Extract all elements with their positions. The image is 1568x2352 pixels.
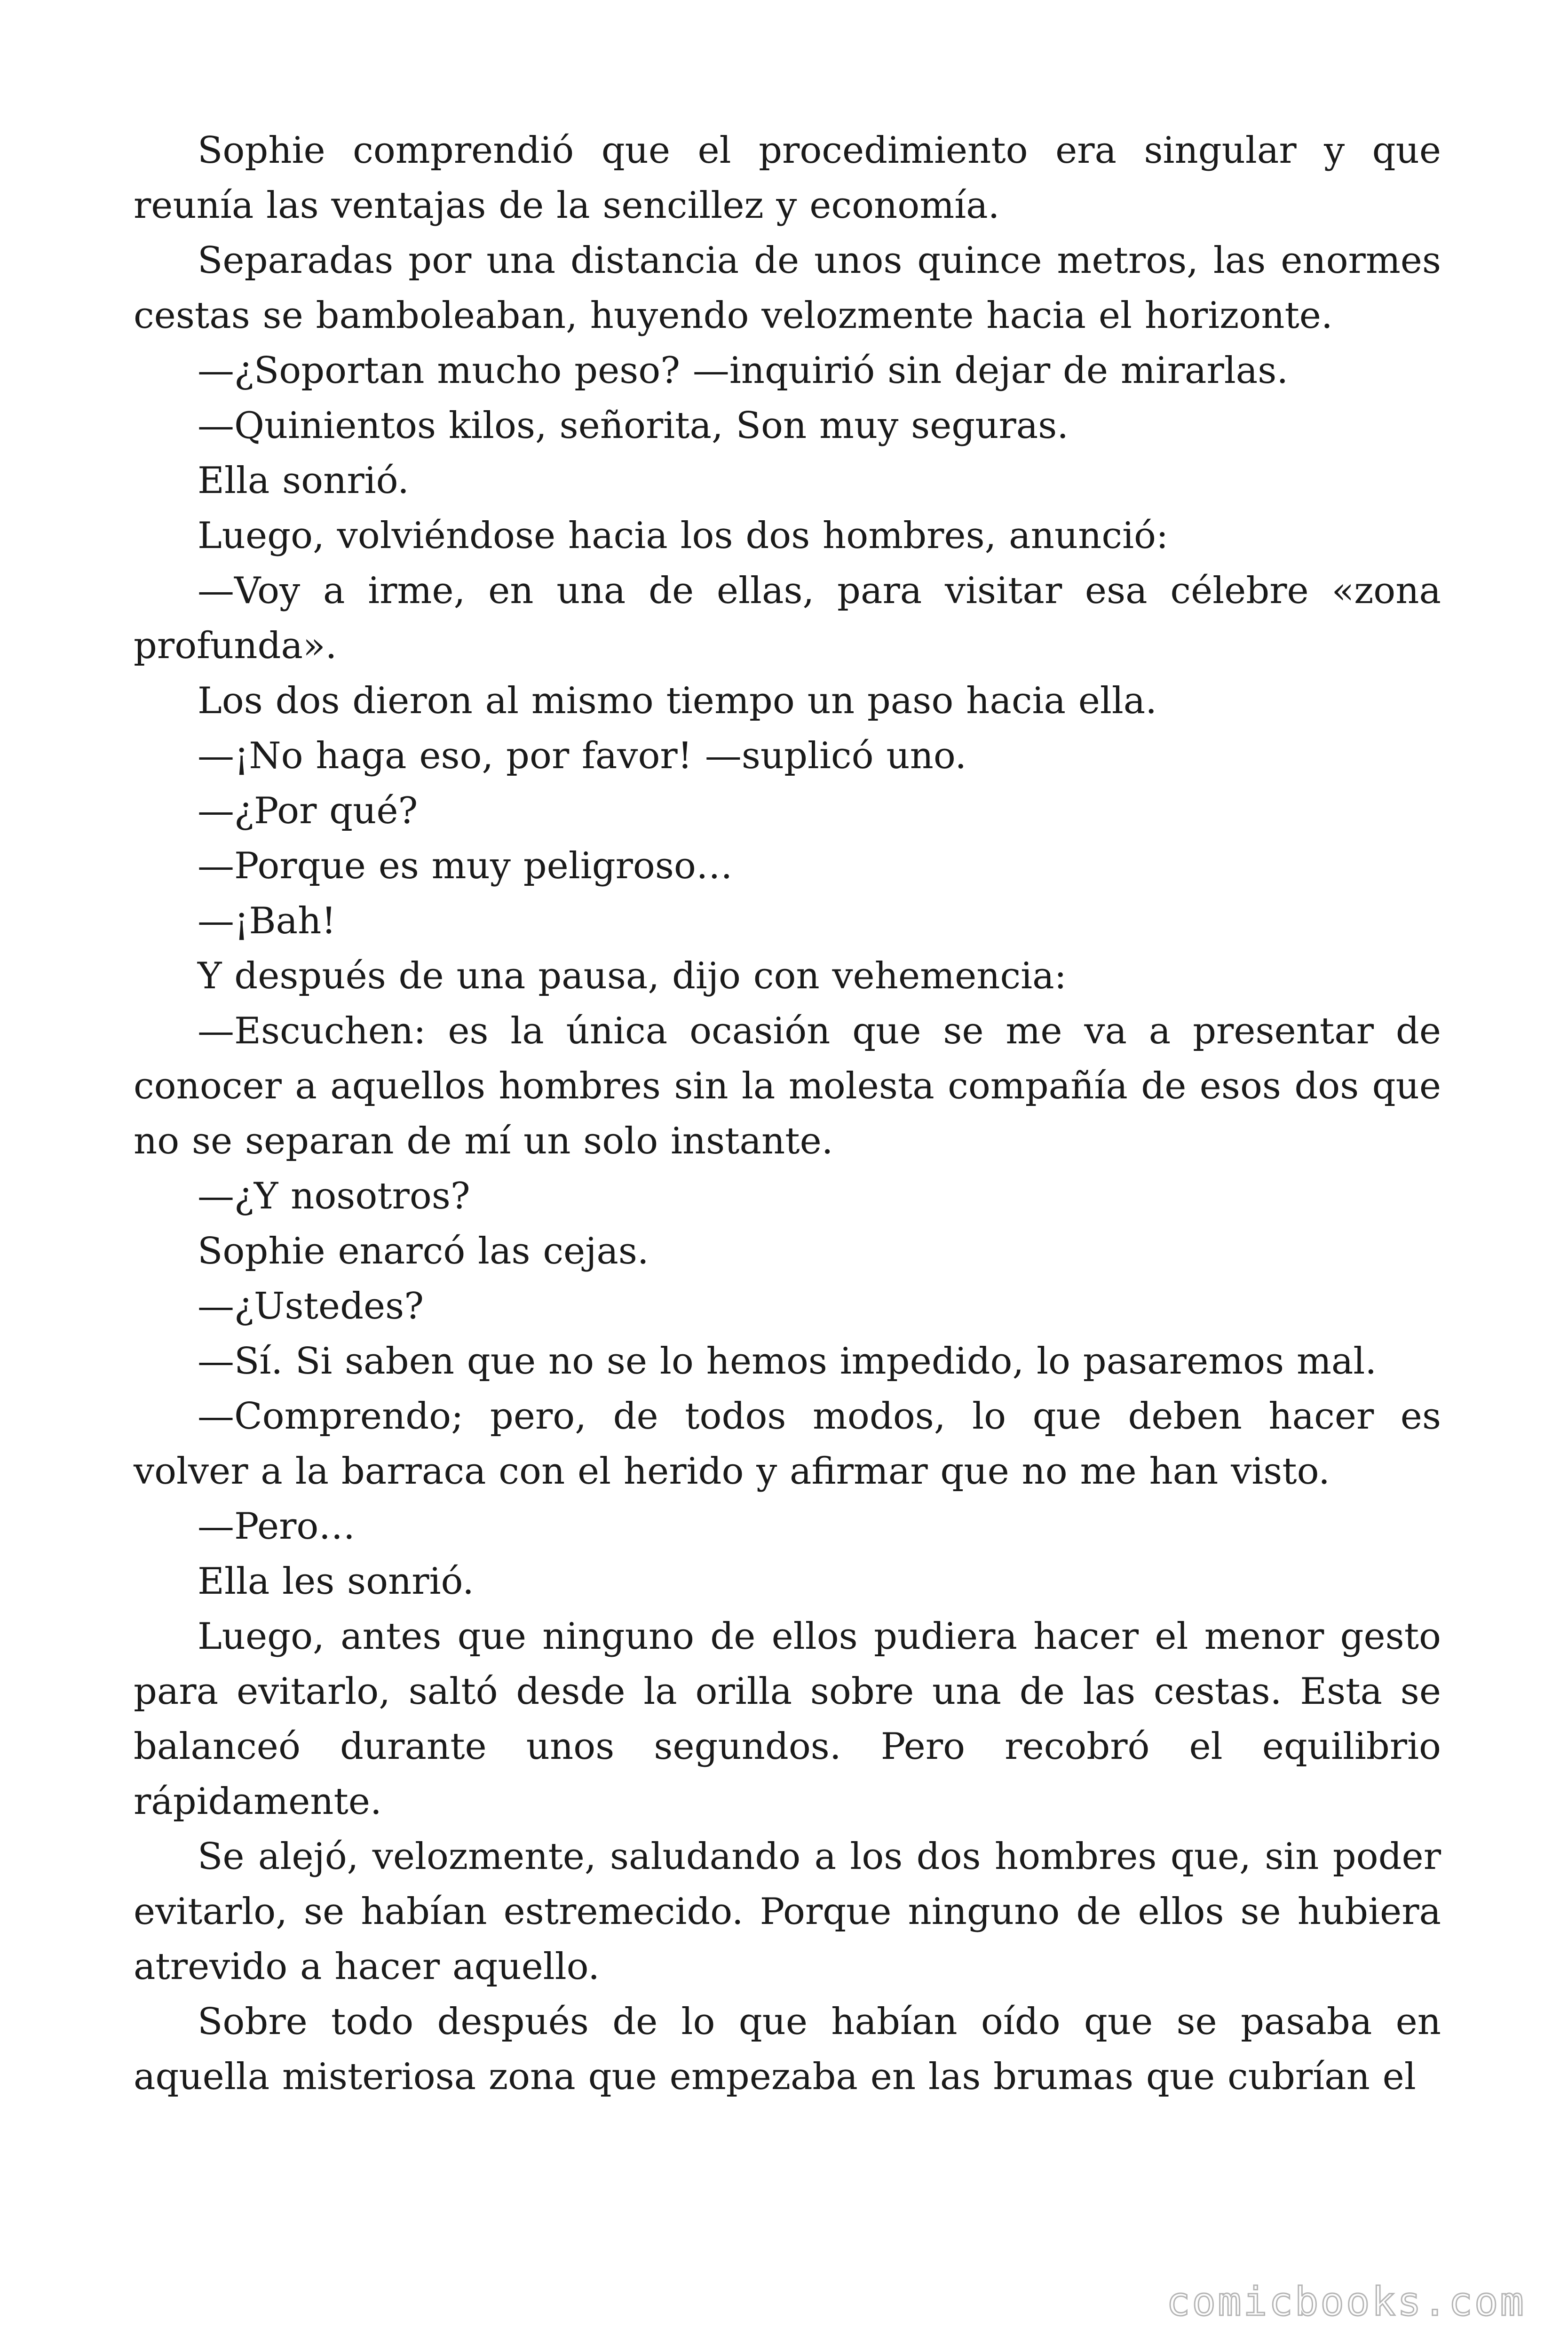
paragraph: Luego, antes que ninguno de ellos pudiera hacer el menor gesto para evitarlo, saltó desde la orilla sobre una de las cestas. Esta se balanceó durante unos segundos. Pero recobró el equilibrio rápidamente. bbox=[134, 1615, 1441, 1823]
paragraph: —¿Y nosotros? bbox=[198, 1175, 470, 1217]
paragraph: Sobre todo después de lo que habían oído que se pasaba en aquella misteriosa zona que empezaba en las brumas que cubrían el bbox=[134, 2001, 1441, 2098]
paragraph: Y después de una pausa, dijo con vehemencia: bbox=[198, 955, 1067, 997]
paragraph: Separadas por una distancia de unos quince metros, las enormes cestas se bamboleaban, huyendo velozmente hacia el horizonte. bbox=[134, 239, 1441, 337]
paragraph: Ella les sonrió. bbox=[198, 1560, 474, 1603]
paragraph: Ella sonrió. bbox=[198, 460, 409, 502]
paragraph: Se alejó, velozmente, saludando a los dos hombres que, sin poder evitarlo, se habían estremecido. Porque ninguno de ellos se hubiera atrevido a hacer aquello. bbox=[134, 1836, 1441, 1988]
paragraph: —Sí. Si saben que no se lo hemos impedido, lo pasaremos mal. bbox=[198, 1340, 1377, 1383]
paragraph: —Porque es muy peligroso… bbox=[198, 845, 733, 887]
paragraph: —Pero… bbox=[198, 1505, 356, 1548]
paragraph: Los dos dieron al mismo tiempo un paso hacia ella. bbox=[198, 680, 1157, 722]
paragraph: —¡No haga eso, por favor! —suplicó uno. bbox=[198, 735, 967, 777]
paragraph: —Voy a irme, en una de ellas, para visitar esa célebre «zona profunda». bbox=[134, 570, 1441, 667]
paragraph: —¿Por qué? bbox=[198, 790, 418, 832]
paragraph: Sophie enarcó las cejas. bbox=[198, 1230, 649, 1272]
paragraph: Luego, volviéndose hacia los dos hombres, anunció: bbox=[198, 515, 1169, 557]
paragraph: —Escuchen: es la única ocasión que se me va a presentar de conocer a aquellos hombres sin la molesta compañía de esos dos que no se separan de mí un solo instante. bbox=[134, 1010, 1441, 1162]
paragraph: Sophie comprendió que el procedimiento era singular y que reunía las ventajas de la sencillez y economía. bbox=[134, 129, 1441, 227]
paragraph: —Quinientos kilos, señorita, Son muy seguras. bbox=[198, 405, 1069, 447]
paragraph: —Comprendo; pero, de todos modos, lo que deben hacer es volver a la barraca con el herido y afirmar que no me han visto. bbox=[134, 1395, 1441, 1493]
paragraph: —¡Bah! bbox=[198, 900, 336, 942]
paragraph: —¿Soportan mucho peso? —inquirió sin dejar de mirarlas. bbox=[198, 350, 1289, 392]
page-text bbox=[134, 123, 1441, 2105]
paragraph: —¿Ustedes? bbox=[198, 1285, 424, 1327]
watermark: comicbooks.com bbox=[1166, 2279, 1526, 2325]
